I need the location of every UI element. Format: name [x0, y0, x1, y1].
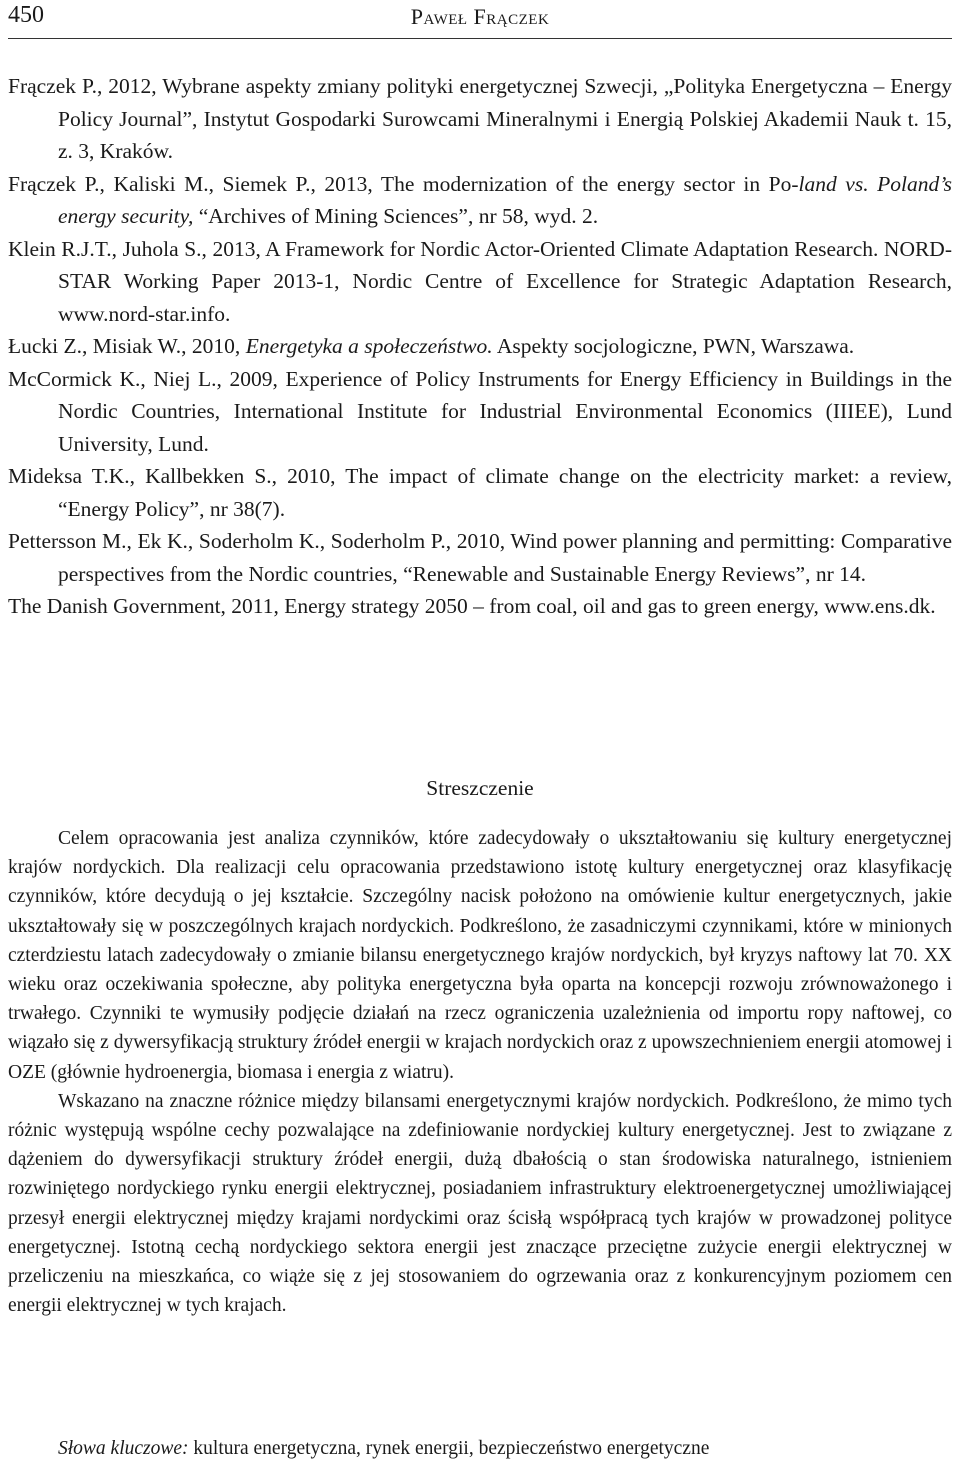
abstract-body [8, 824, 952, 1320]
reference-item: Klein R.J.T., Juhola S., 2013, A Framework for Nordic Actor-Oriented Climate Adaptation Research. NORD-STAR Working Paper 2013-1, Nordic Centre of Excellence for Strategic Adaptation Research, www.nord-star.info. [8, 236, 952, 326]
keywords [58, 1434, 952, 1463]
reference-item: Frączek P., Kaliski M., Siemek P., 2013, The modernization of the energy sector in Po-land vs. Poland’s energy security, “Archives of Mining Sciences”, nr 58, wyd. 2. [8, 171, 953, 228]
abstract-paragraph: Wskazano na znaczne różnice między bilansami energetycznymi krajów nordyckich. Podkreślono, że mimo tych różnic występują wspólne cechy pozwalające na zdefiniowanie nordyckiej kultury energetycznej. Jest to związane z dążeniem do dywersyfikacji struktury źródeł energii, dużą dbałością o stan środowiska naturalnego, istnieniem rozwiniętego nordyckiego rynku energii elektrycznej, posiadaniem infrastruktury elektroenergetycznej umożliwiającej przesył energii elektrycznej między krajami nordyckimi oraz ścisłą współpracą tych krajów w prowadzonej polityce energetycznej. Istotną cechą nordyckiego sektora energii jest znaczące przeciętne zużycie energii elektrycznej w przeliczeniu na mieszkańca, co wiąże się z jej stosowaniem do ogrzewania oraz z konkurencyjnym poziomem cen energii elektrycznej w tych krajach. [8, 1090, 952, 1317]
reference-item: Pettersson M., Ek K., Soderholm K., Soderholm P., 2010, Wind power planning and permitting: Comparative perspectives from the Nordic countries, “Renewable and Sustainable Energy Reviews”, nr 14. [8, 529, 952, 586]
abstract-title: Streszczenie [426, 776, 534, 800]
reference-item: McCormick K., Niej L., 2009, Experience of Policy Instruments for Energy Efficiency in Buildings in the Nordic Countries, International Institute for Industrial Environmental Economics (IIIEE), Lund University, Lund. [8, 366, 952, 456]
reference-item: Frączek P., 2012, Wybrane aspekty zmiany polityki energetycznej Szwecji, „Polityka Energetyczna – Energy Policy Journal”, Instytut Gospodarki Surowcami Mineralnymi i Energią Polskiej Akademii Nauk t. 15, z. 3, Kraków. [8, 74, 952, 163]
keywords-label: Słowa kluczowe: [58, 1438, 189, 1459]
running-head [8, 4, 952, 30]
reference-item: Łucki Z., Misiak W., 2010, Energetyka a społeczeństwo. Aspekty socjologiczne, PWN, Warszawa. [8, 334, 855, 358]
page-header [8, 0, 952, 39]
page-number: 450 [8, 2, 44, 28]
reference-item: The Danish Government, 2011, Energy strategy 2050 – from coal, oil and gas to green energy, www.ens.dk. [8, 594, 936, 618]
references-list [8, 70, 952, 623]
author-name: Paweł Frączek [410, 4, 550, 29]
abstract-paragraph: Celem opracowania jest analiza czynników, które zadecydowały o ukształtowaniu się kultury energetycznej krajów nordyckich. Dla realizacji celu opracowania przedstawiono istotę kultury energetycznej oraz klasyfikację czynników, które decydują o jej kształcie. Szczególny nacisk położono na omówienie kultur energetycznych, jakie ukształtowały się w poszczególnych krajach nordyckich. Podkreślono, że zasadniczymi czynnikami, które w minionych czterdziestu latach zadecydowały o zmianie bilansu energetycznego krajów nordyckich, był kryzys naftowy lat 70. XX wieku oraz oczekiwania społeczne, aby polityka energetyczna była oparta na koncepcji rozwoju zrównoważonego i trwałego. Czynniki te wymusiły podjęcie działań na rzecz ograniczenia uzależnienia od importu ropy naftowej, co wiązało się z dywersyfikacją struktury źródeł energii w krajach nordyckich oraz z upowszechnieniem energii atomowej i OZE (głównie hydroenergia, biomasa i energia z wiatru). [8, 828, 952, 1083]
reference-item: Mideksa T.K., Kallbekken S., 2010, The impact of climate change on the electricity market: a review, “Energy Policy”, nr 38(7). [8, 464, 952, 521]
keywords-value: kultura energetyczna, rynek energii, bezpieczeństwo energetyczne [188, 1438, 710, 1459]
